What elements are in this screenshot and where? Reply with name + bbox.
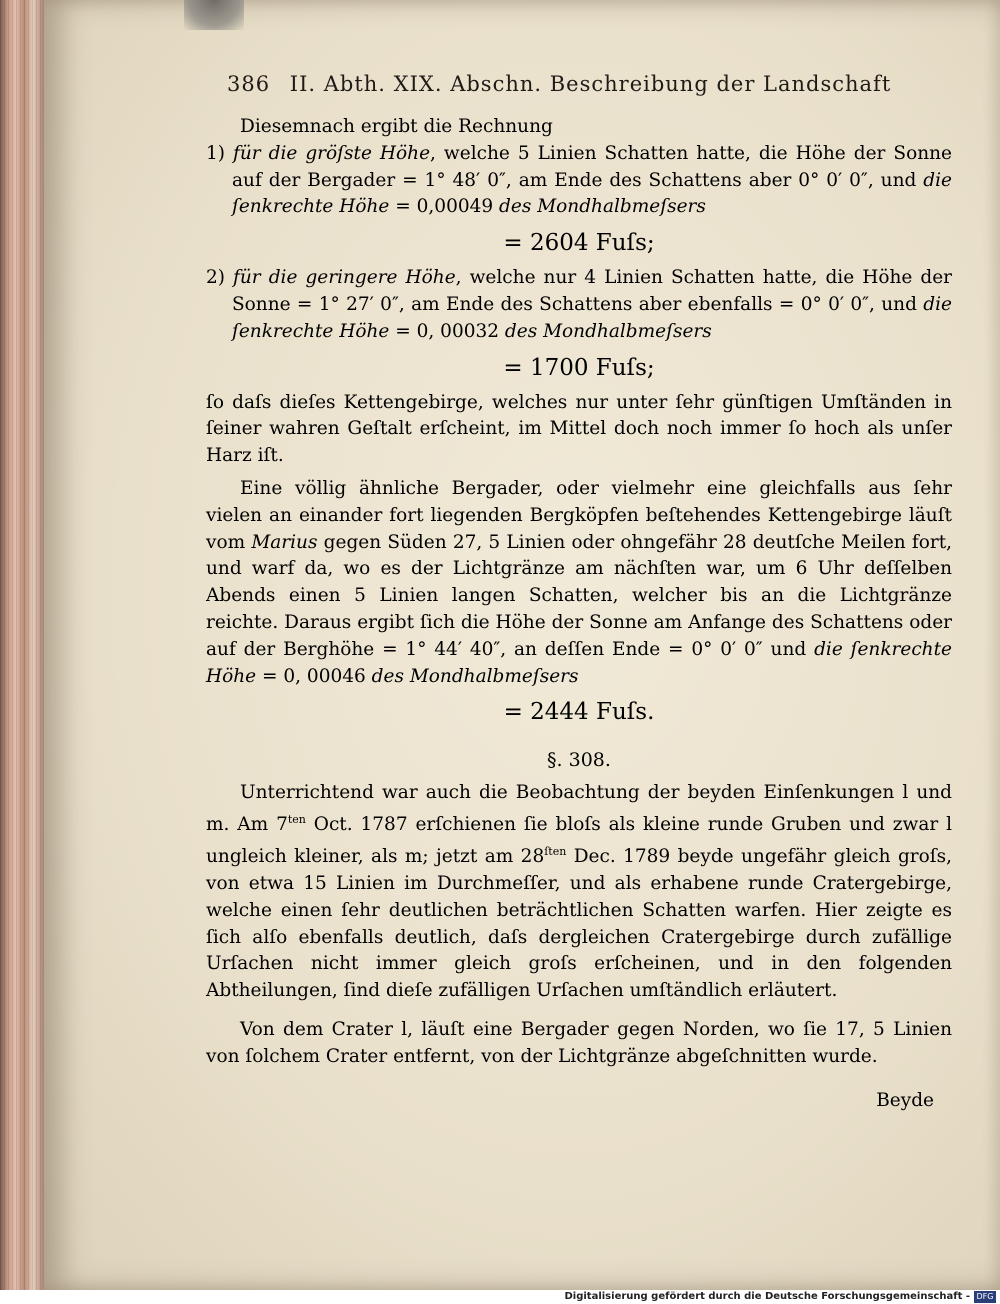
para-3-sup-b: ſten bbox=[544, 845, 567, 859]
paragraph-4: Von dem Crater l, läuſt eine Bergader gegen Norden, wo ſie 17, 5 Linien von ſolchem Crater entfernt, von der Lichtgränze abgeſchnitten wurde. bbox=[206, 1019, 952, 1067]
paragraph-2 bbox=[206, 476, 952, 690]
para-3-text-c: Dec. 1789 beyde ungefähr gleich groſs, von etwa 15 Linien im Durchmeſſer, und als erhabene runde Cratergebirge, welche einen ſehr deutlichen beträchtlichen Schatten warfen. Hier zeigte es ſich alſo ebenfalls deutlich, daſs dergleichen Cratergebirge durch zufällige Urſachen nicht immer gleich groſs erſcheinen, und in den folgenden Abtheilungen, ſind dieſe zufälligen Urſachen umſtändlich erläutert. bbox=[206, 846, 952, 1002]
catchword: Beyde bbox=[876, 1090, 934, 1111]
paragraph-gap bbox=[206, 1005, 952, 1017]
section-heading: §. 308. bbox=[547, 749, 611, 772]
item-1-text: , welche 5 Linien Schatten hatte, die Höhe der Sonne auf der Bergader = 1° 48′ 0″, am Ende des Schattens aber 0° 0′ 0″, und bbox=[232, 142, 952, 191]
footer-bar bbox=[0, 1290, 1000, 1304]
para-2-text-c: = 0, 00046 bbox=[256, 665, 372, 687]
para-2-italic-c: des Mondhalbmeſsers bbox=[371, 665, 579, 687]
item-1-tail-text: = 0,00049 bbox=[389, 196, 500, 218]
footer-credit: Digitalisierung gefördert durch die Deutsche Forschungsgemeinschaft - bbox=[564, 1291, 970, 1302]
para-3-text-b: Oct. 1787 erſchienen ſie bloſs als kleine runde Gruben und zwar l ungleich kleiner, als m; jetzt am 28 bbox=[206, 814, 953, 868]
intro-text: Diesemnach ergibt die Rechnung bbox=[240, 116, 553, 137]
conclusion-paragraph: ſo daſs dieſes Kettengebirge, welches nur unter ſehr günſtigen Umſtänden in ſeiner wahren Geſtalt erſcheint, im Mittel doch noch immer ſo hoch als unſer Harz iſt. bbox=[206, 391, 952, 467]
para-2-italic-b: die ſenkrechte Höhe bbox=[206, 638, 952, 687]
page-number: 386 bbox=[227, 72, 271, 96]
result-1: = 2604 Fuſs; bbox=[503, 230, 655, 257]
running-title: II. Abth. XIX. Abschn. Beschreibung der Landschaft bbox=[289, 72, 892, 96]
item-1-tail-italic: die ſenkrechte Höhe bbox=[232, 169, 952, 218]
result-3: = 2444 Fuſs. bbox=[503, 699, 655, 726]
intro-line bbox=[206, 114, 952, 141]
item-2-tail-italic: die ſenkrechte Höhe bbox=[232, 293, 952, 342]
item-2-tail-text: = 0, 00032 bbox=[389, 320, 505, 342]
item-2-lead: für die geringere Höhe bbox=[233, 267, 456, 289]
clip-shadow bbox=[184, 0, 244, 30]
page-content bbox=[206, 114, 952, 1071]
item-1-number: 1) bbox=[206, 142, 225, 164]
result-2: = 1700 Fuſs; bbox=[503, 354, 655, 381]
item-1 bbox=[206, 141, 952, 221]
item-1-lead: für die gröſste Höhe bbox=[233, 142, 431, 164]
para-2-italic-a: Marius bbox=[251, 531, 318, 553]
para-2-text-a: Eine völlig ähnliche Bergader, oder vielmehr eine gleichfalls aus ſehr vielen an einander fort liegenden Bergköpfen beſtehendes Kettengebirge läuſt vom bbox=[206, 477, 952, 553]
para-2-text-b: gegen Süden 27, 5 Linien oder ohngefähr 28 deutſche Meilen fort, und warf da, wo es der Lichtgränze am nächſten war, um 6 Uhr deſſelben Abends einen 5 Linien langen Schatten, welcher bis an die Lichtgränze reichte. Daraus ergibt ſich die Höhe der Sonne am Anfange des Schattens oder auf der Berghöhe = 1° 44′ 40″, an deſſen Ende = 0° 0′ 0″ und bbox=[206, 531, 953, 660]
para-3-text-a: Unterrichtend war auch die Beobachtung der beyden Einſenkungen l und m. Am 7 bbox=[206, 782, 952, 836]
item-2-text: , welche nur 4 Linien Schatten hatte, die Höhe der Sonne = 1° 27′ 0″, am Ende des Schattens aber ebenfalls = 0° 0′ 0″, und bbox=[232, 267, 952, 315]
item-2-tail-italic-2: des Mondhalbmeſsers bbox=[504, 320, 712, 342]
dfg-logo: DFG bbox=[974, 1291, 996, 1303]
item-1-tail-italic-2: des Mondhalbmeſsers bbox=[499, 196, 706, 218]
page-edges bbox=[0, 0, 44, 1290]
running-header bbox=[227, 72, 972, 96]
item-2 bbox=[206, 265, 952, 345]
paragraph-3 bbox=[206, 780, 952, 1005]
para-3-sup-a: ten bbox=[287, 813, 306, 827]
item-2-number: 2) bbox=[206, 267, 225, 289]
